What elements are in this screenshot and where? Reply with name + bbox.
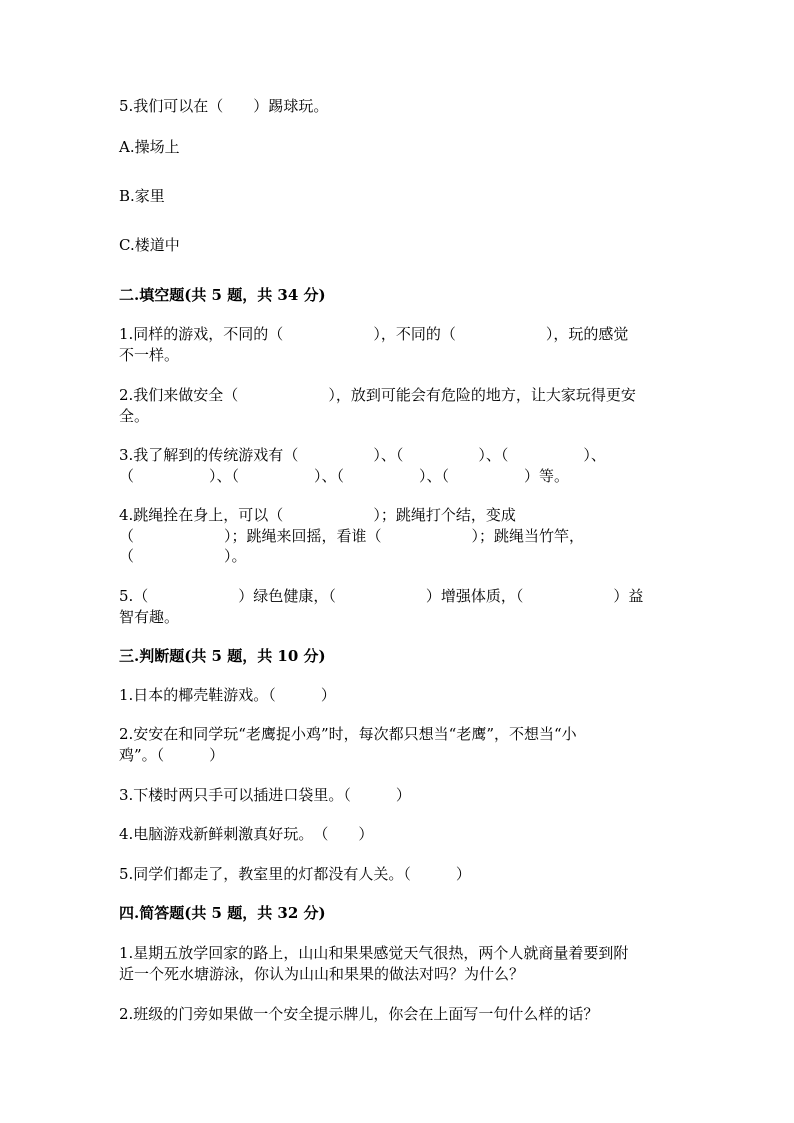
section-heading-fill-blank: 二.填空题(共 5 题，共 34 分) xyxy=(119,286,326,304)
fill-blank-item-3-line-1: 3.我了解到的传统游戏有（ ）、（ ）、（ ）、 xyxy=(119,446,606,464)
judgment-item-2-line-1: 2.安安在和同学玩“老鹰捉小鸡”时，每次都只想当“老鹰”，不想当“小 xyxy=(119,725,577,743)
judgment-item-5: 5.同学们都走了，教室里的灯都没有人关。（ ） xyxy=(119,865,471,883)
mc-question-stem: 5.我们可以在（ ）踢球玩。 xyxy=(119,97,329,115)
judgment-item-3: 3.下楼时两只手可以插进口袋里。（ ） xyxy=(119,786,411,804)
mc-option-c: C.楼道中 xyxy=(119,236,180,254)
fill-blank-item-4-line-1: 4.跳绳拴在身上，可以（ ）；跳绳打个结，变成 xyxy=(119,506,516,524)
fill-blank-item-2-line-1: 2.我们来做安全（ ），放到可能会有危险的地方，让大家玩得更安 xyxy=(119,386,636,404)
fill-blank-item-5-line-1: 5.（ ）绿色健康，（ ）增强体质，（ ）益 xyxy=(119,587,644,605)
mc-option-a: A.操场上 xyxy=(119,138,180,156)
short-answer-item-2: 2.班级的门旁如果做一个安全提示牌儿，你会在上面写一句什么样的话？ xyxy=(119,1005,599,1023)
section-heading-short-answer: 四.简答题(共 5 题，共 32 分) xyxy=(119,904,326,922)
short-answer-item-1-line-2: 近一个死水塘游泳，你认为山山和果果的做法对吗？为什么？ xyxy=(119,965,525,983)
section-heading-judgment: 三.判断题(共 5 题，共 10 分) xyxy=(119,647,326,665)
fill-blank-item-4-line-2: （ ）；跳绳来回摇，看谁（ ）；跳绳当竹竿， xyxy=(119,527,585,545)
fill-blank-item-5-line-2: 智有趣。 xyxy=(119,608,180,626)
fill-blank-item-1-line-2: 不一样。 xyxy=(119,346,180,364)
short-answer-item-1-line-1: 1.星期五放学回家的路上，山山和果果感觉天气很热，两个人就商量着要到附 xyxy=(119,944,629,962)
judgment-item-2-line-2: 鸡”。（ ） xyxy=(119,746,225,764)
fill-blank-item-2-line-2: 全。 xyxy=(119,407,150,425)
fill-blank-item-3-line-2: （ ）、（ ）、（ ）、（ ）等。 xyxy=(119,467,570,485)
fill-blank-item-4-line-3: （ ）。 xyxy=(119,547,247,565)
mc-option-b: B.家里 xyxy=(119,187,165,205)
fill-blank-item-1-line-1: 1.同样的游戏，不同的（ ），不同的（ ），玩的感觉 xyxy=(119,325,629,343)
judgment-item-4: 4.电脑游戏新鲜刺激真好玩。 （ ） xyxy=(119,825,374,843)
judgment-item-1: 1.日本的椰壳鞋游戏。（ ） xyxy=(119,686,336,704)
